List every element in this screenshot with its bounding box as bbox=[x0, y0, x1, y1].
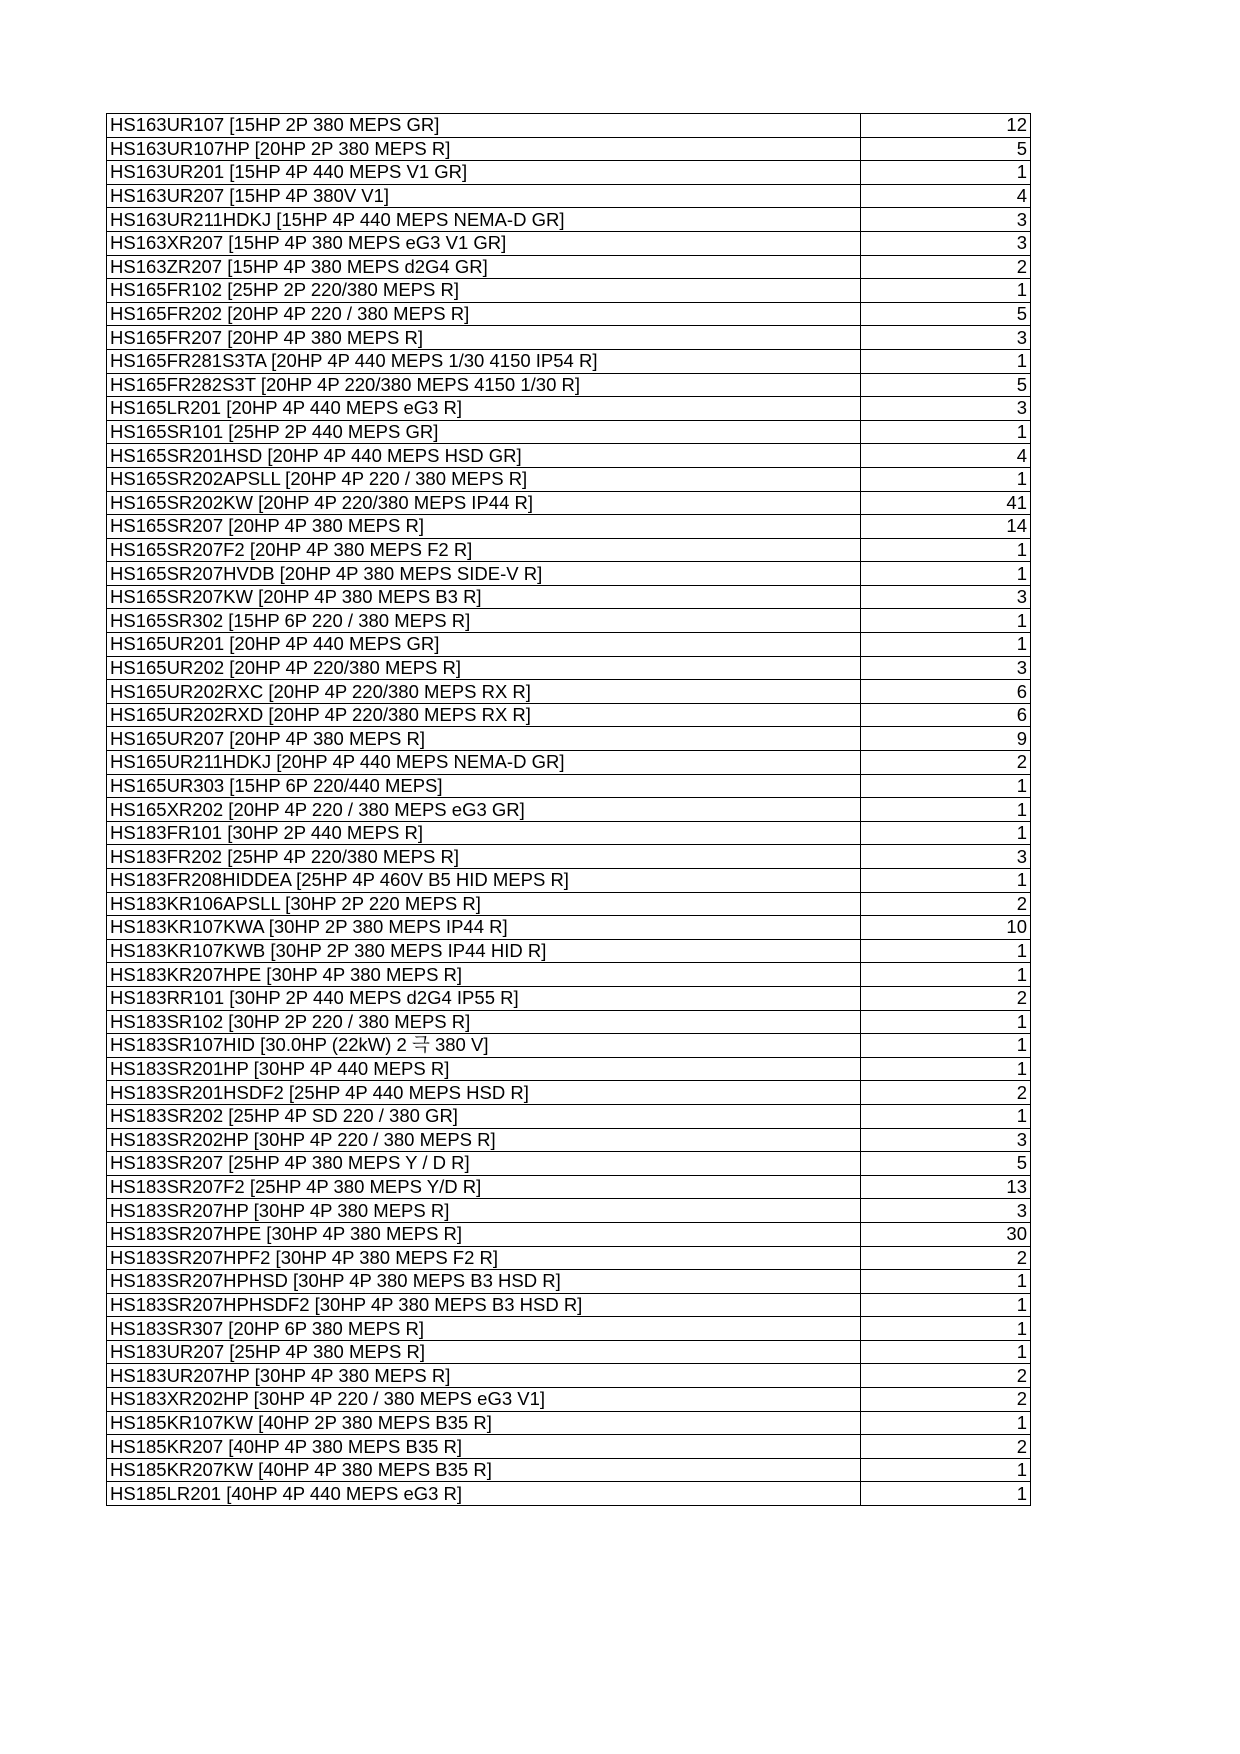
item-description-cell: HS183SR207HPHSD [30HP 4P 380 MEPS B3 HSD R] bbox=[107, 1270, 861, 1294]
table-row bbox=[107, 137, 1031, 161]
item-description-cell: HS183FR208HIDDEA [25HP 4P 460V B5 HID MEPS R] bbox=[107, 869, 861, 893]
quantity-cell: 41 bbox=[861, 491, 1031, 515]
quantity-cell: 3 bbox=[861, 585, 1031, 609]
item-description-cell: HS183SR207HP [30HP 4P 380 MEPS R] bbox=[107, 1199, 861, 1223]
item-description-cell: HS183UR207HP [30HP 4P 380 MEPS R] bbox=[107, 1364, 861, 1388]
quantity-cell: 1 bbox=[861, 349, 1031, 373]
quantity-cell: 2 bbox=[861, 1246, 1031, 1270]
table-row bbox=[107, 1199, 1031, 1223]
quantity-cell: 6 bbox=[861, 680, 1031, 704]
item-description-cell: HS165XR202 [20HP 4P 220 / 380 MEPS eG3 GR] bbox=[107, 798, 861, 822]
quantity-cell: 2 bbox=[861, 1364, 1031, 1388]
table-row bbox=[107, 585, 1031, 609]
item-description-cell: HS183FR202 [25HP 4P 220/380 MEPS R] bbox=[107, 845, 861, 869]
quantity-cell: 3 bbox=[861, 326, 1031, 350]
quantity-cell: 14 bbox=[861, 515, 1031, 539]
item-description-cell: HS165UR202RXD [20HP 4P 220/380 MEPS RX R] bbox=[107, 703, 861, 727]
item-description-cell: HS165FR202 [20HP 4P 220 / 380 MEPS R] bbox=[107, 302, 861, 326]
item-description-cell: HS183SR207 [25HP 4P 380 MEPS Y / D R] bbox=[107, 1152, 861, 1176]
item-description-cell: HS165UR202RXC [20HP 4P 220/380 MEPS RX R] bbox=[107, 680, 861, 704]
table-row bbox=[107, 326, 1031, 350]
table-row bbox=[107, 491, 1031, 515]
quantity-cell: 1 bbox=[861, 1034, 1031, 1058]
table-row bbox=[107, 986, 1031, 1010]
quantity-cell: 3 bbox=[861, 231, 1031, 255]
quantity-cell: 1 bbox=[861, 1270, 1031, 1294]
table-row bbox=[107, 1411, 1031, 1435]
item-description-cell: HS183SR102 [30HP 2P 220 / 380 MEPS R] bbox=[107, 1010, 861, 1034]
quantity-cell: 4 bbox=[861, 184, 1031, 208]
item-description-cell: HS165SR207KW [20HP 4P 380 MEPS B3 R] bbox=[107, 585, 861, 609]
quantity-cell: 30 bbox=[861, 1222, 1031, 1246]
item-description-cell: HS165UR202 [20HP 4P 220/380 MEPS R] bbox=[107, 656, 861, 680]
quantity-cell: 1 bbox=[861, 1104, 1031, 1128]
table-row bbox=[107, 939, 1031, 963]
quantity-cell: 3 bbox=[861, 397, 1031, 421]
quantity-cell: 1 bbox=[861, 279, 1031, 303]
quantity-cell: 1 bbox=[861, 939, 1031, 963]
table-row bbox=[107, 1010, 1031, 1034]
table-row bbox=[107, 727, 1031, 751]
quantity-cell: 1 bbox=[861, 1340, 1031, 1364]
table-row bbox=[107, 373, 1031, 397]
table-row bbox=[107, 703, 1031, 727]
quantity-cell: 3 bbox=[861, 1199, 1031, 1223]
item-description-cell: HS165UR207 [20HP 4P 380 MEPS R] bbox=[107, 727, 861, 751]
quantity-cell: 10 bbox=[861, 916, 1031, 940]
table-row bbox=[107, 1104, 1031, 1128]
item-description-cell: HS183KR106APSLL [30HP 2P 220 MEPS R] bbox=[107, 892, 861, 916]
item-description-cell: HS163UR207 [15HP 4P 380V V1] bbox=[107, 184, 861, 208]
table-row bbox=[107, 751, 1031, 775]
quantity-cell: 3 bbox=[861, 208, 1031, 232]
item-description-cell: HS165SR207 [20HP 4P 380 MEPS R] bbox=[107, 515, 861, 539]
quantity-cell: 2 bbox=[861, 255, 1031, 279]
quantity-cell: 5 bbox=[861, 302, 1031, 326]
table-row bbox=[107, 633, 1031, 657]
item-description-cell: HS183SR107HID [30.0HP (22kW) 2 극 380 V] bbox=[107, 1034, 861, 1058]
quantity-cell: 1 bbox=[861, 1482, 1031, 1506]
item-description-cell: HS183FR101 [30HP 2P 440 MEPS R] bbox=[107, 821, 861, 845]
quantity-cell: 1 bbox=[861, 562, 1031, 586]
table-row bbox=[107, 869, 1031, 893]
table-row bbox=[107, 1388, 1031, 1412]
quantity-cell: 1 bbox=[861, 467, 1031, 491]
table-row bbox=[107, 821, 1031, 845]
item-description-cell: HS183SR201HP [30HP 4P 440 MEPS R] bbox=[107, 1057, 861, 1081]
quantity-cell: 1 bbox=[861, 798, 1031, 822]
item-description-cell: HS183RR101 [30HP 2P 440 MEPS d2G4 IP55 R] bbox=[107, 986, 861, 1010]
quantity-cell: 2 bbox=[861, 892, 1031, 916]
item-description-cell: HS165SR202APSLL [20HP 4P 220 / 380 MEPS R] bbox=[107, 467, 861, 491]
quantity-cell: 9 bbox=[861, 727, 1031, 751]
item-description-cell: HS165FR207 [20HP 4P 380 MEPS R] bbox=[107, 326, 861, 350]
quantity-cell: 1 bbox=[861, 420, 1031, 444]
item-description-cell: HS185KR207 [40HP 4P 380 MEPS B35 R] bbox=[107, 1435, 861, 1459]
table-row bbox=[107, 798, 1031, 822]
item-description-cell: HS165SR207F2 [20HP 4P 380 MEPS F2 R] bbox=[107, 538, 861, 562]
table-row bbox=[107, 114, 1031, 138]
table-row bbox=[107, 892, 1031, 916]
quantity-cell: 1 bbox=[861, 633, 1031, 657]
table-row bbox=[107, 845, 1031, 869]
quantity-cell: 1 bbox=[861, 1317, 1031, 1341]
table-row bbox=[107, 444, 1031, 468]
quantity-cell: 5 bbox=[861, 137, 1031, 161]
item-description-cell: HS185KR107KW [40HP 2P 380 MEPS B35 R] bbox=[107, 1411, 861, 1435]
quantity-cell: 1 bbox=[861, 1411, 1031, 1435]
item-description-cell: HS165SR201HSD [20HP 4P 440 MEPS HSD GR] bbox=[107, 444, 861, 468]
item-description-cell: HS183KR207HPE [30HP 4P 380 MEPS R] bbox=[107, 963, 861, 987]
quantity-cell: 2 bbox=[861, 986, 1031, 1010]
table-row bbox=[107, 420, 1031, 444]
item-description-cell: HS185LR201 [40HP 4P 440 MEPS eG3 R] bbox=[107, 1482, 861, 1506]
item-description-cell: HS165LR201 [20HP 4P 440 MEPS eG3 R] bbox=[107, 397, 861, 421]
inventory-table bbox=[106, 113, 1031, 1506]
table-row bbox=[107, 255, 1031, 279]
item-description-cell: HS163UR107 [15HP 2P 380 MEPS GR] bbox=[107, 114, 861, 138]
table-row bbox=[107, 1222, 1031, 1246]
quantity-cell: 1 bbox=[861, 1293, 1031, 1317]
quantity-cell: 2 bbox=[861, 751, 1031, 775]
table-row bbox=[107, 774, 1031, 798]
item-description-cell: HS163XR207 [15HP 4P 380 MEPS eG3 V1 GR] bbox=[107, 231, 861, 255]
table-row bbox=[107, 467, 1031, 491]
table-row bbox=[107, 1034, 1031, 1058]
item-description-cell: HS185KR207KW [40HP 4P 380 MEPS B35 R] bbox=[107, 1458, 861, 1482]
item-description-cell: HS165UR303 [15HP 6P 220/440 MEPS] bbox=[107, 774, 861, 798]
item-description-cell: HS165FR102 [25HP 2P 220/380 MEPS R] bbox=[107, 279, 861, 303]
table-row bbox=[107, 963, 1031, 987]
table-row bbox=[107, 609, 1031, 633]
quantity-cell: 3 bbox=[861, 656, 1031, 680]
quantity-cell: 4 bbox=[861, 444, 1031, 468]
item-description-cell: HS165SR302 [15HP 6P 220 / 380 MEPS R] bbox=[107, 609, 861, 633]
table-row bbox=[107, 680, 1031, 704]
quantity-cell: 13 bbox=[861, 1175, 1031, 1199]
quantity-cell: 1 bbox=[861, 609, 1031, 633]
quantity-cell: 1 bbox=[861, 821, 1031, 845]
quantity-cell: 1 bbox=[861, 161, 1031, 185]
item-description-cell: HS183SR207F2 [25HP 4P 380 MEPS Y/D R] bbox=[107, 1175, 861, 1199]
quantity-cell: 1 bbox=[861, 538, 1031, 562]
item-description-cell: HS163UR107HP [20HP 2P 380 MEPS R] bbox=[107, 137, 861, 161]
quantity-cell: 1 bbox=[861, 869, 1031, 893]
table-row bbox=[107, 231, 1031, 255]
item-description-cell: HS183KR107KWA [30HP 2P 380 MEPS IP44 R] bbox=[107, 916, 861, 940]
item-description-cell: HS165FR281S3TA [20HP 4P 440 MEPS 1/30 4150 IP54 R] bbox=[107, 349, 861, 373]
table-row bbox=[107, 1364, 1031, 1388]
table-row bbox=[107, 1175, 1031, 1199]
item-description-cell: HS183UR207 [25HP 4P 380 MEPS R] bbox=[107, 1340, 861, 1364]
item-description-cell: HS165FR282S3T [20HP 4P 220/380 MEPS 4150 1/30 R] bbox=[107, 373, 861, 397]
quantity-cell: 3 bbox=[861, 845, 1031, 869]
table-row bbox=[107, 1435, 1031, 1459]
item-description-cell: HS163UR201 [15HP 4P 440 MEPS V1 GR] bbox=[107, 161, 861, 185]
table-row bbox=[107, 208, 1031, 232]
quantity-cell: 2 bbox=[861, 1435, 1031, 1459]
quantity-cell: 2 bbox=[861, 1388, 1031, 1412]
table-row bbox=[107, 161, 1031, 185]
table-row bbox=[107, 1152, 1031, 1176]
table-row bbox=[107, 349, 1031, 373]
table-row bbox=[107, 1081, 1031, 1105]
quantity-cell: 3 bbox=[861, 1128, 1031, 1152]
table-row bbox=[107, 302, 1031, 326]
inventory-table-body bbox=[107, 114, 1031, 1506]
table-row bbox=[107, 1057, 1031, 1081]
item-description-cell: HS183SR202HP [30HP 4P 220 / 380 MEPS R] bbox=[107, 1128, 861, 1152]
quantity-cell: 1 bbox=[861, 1010, 1031, 1034]
table-row bbox=[107, 1293, 1031, 1317]
item-description-cell: HS165SR101 [25HP 2P 440 MEPS GR] bbox=[107, 420, 861, 444]
quantity-cell: 1 bbox=[861, 963, 1031, 987]
item-description-cell: HS183SR207HPHSDF2 [30HP 4P 380 MEPS B3 HSD R] bbox=[107, 1293, 861, 1317]
quantity-cell: 1 bbox=[861, 774, 1031, 798]
table-row bbox=[107, 397, 1031, 421]
table-row bbox=[107, 1128, 1031, 1152]
item-description-cell: HS163ZR207 [15HP 4P 380 MEPS d2G4 GR] bbox=[107, 255, 861, 279]
table-row bbox=[107, 1482, 1031, 1506]
table-row bbox=[107, 1458, 1031, 1482]
table-row bbox=[107, 279, 1031, 303]
quantity-cell: 5 bbox=[861, 373, 1031, 397]
item-description-cell: HS183XR202HP [30HP 4P 220 / 380 MEPS eG3 V1] bbox=[107, 1388, 861, 1412]
item-description-cell: HS163UR211HDKJ [15HP 4P 440 MEPS NEMA-D GR] bbox=[107, 208, 861, 232]
item-description-cell: HS165SR207HVDB [20HP 4P 380 MEPS SIDE-V R] bbox=[107, 562, 861, 586]
quantity-cell: 1 bbox=[861, 1057, 1031, 1081]
item-description-cell: HS183SR201HSDF2 [25HP 4P 440 MEPS HSD R] bbox=[107, 1081, 861, 1105]
table-row bbox=[107, 1270, 1031, 1294]
item-description-cell: HS183KR107KWB [30HP 2P 380 MEPS IP44 HID R] bbox=[107, 939, 861, 963]
table-row bbox=[107, 1246, 1031, 1270]
item-description-cell: HS165UR201 [20HP 4P 440 MEPS GR] bbox=[107, 633, 861, 657]
item-description-cell: HS183SR202 [25HP 4P SD 220 / 380 GR] bbox=[107, 1104, 861, 1128]
item-description-cell: HS183SR307 [20HP 6P 380 MEPS R] bbox=[107, 1317, 861, 1341]
item-description-cell: HS165SR202KW [20HP 4P 220/380 MEPS IP44 R] bbox=[107, 491, 861, 515]
item-description-cell: HS165UR211HDKJ [20HP 4P 440 MEPS NEMA-D GR] bbox=[107, 751, 861, 775]
item-description-cell: HS183SR207HPE [30HP 4P 380 MEPS R] bbox=[107, 1222, 861, 1246]
table-row bbox=[107, 1317, 1031, 1341]
table-row bbox=[107, 1340, 1031, 1364]
table-row bbox=[107, 538, 1031, 562]
quantity-cell: 5 bbox=[861, 1152, 1031, 1176]
table-row bbox=[107, 916, 1031, 940]
quantity-cell: 2 bbox=[861, 1081, 1031, 1105]
table-row bbox=[107, 656, 1031, 680]
table-row bbox=[107, 562, 1031, 586]
quantity-cell: 1 bbox=[861, 1458, 1031, 1482]
item-description-cell: HS183SR207HPF2 [30HP 4P 380 MEPS F2 R] bbox=[107, 1246, 861, 1270]
quantity-cell: 12 bbox=[861, 114, 1031, 138]
table-row bbox=[107, 515, 1031, 539]
table-row bbox=[107, 184, 1031, 208]
quantity-cell: 6 bbox=[861, 703, 1031, 727]
